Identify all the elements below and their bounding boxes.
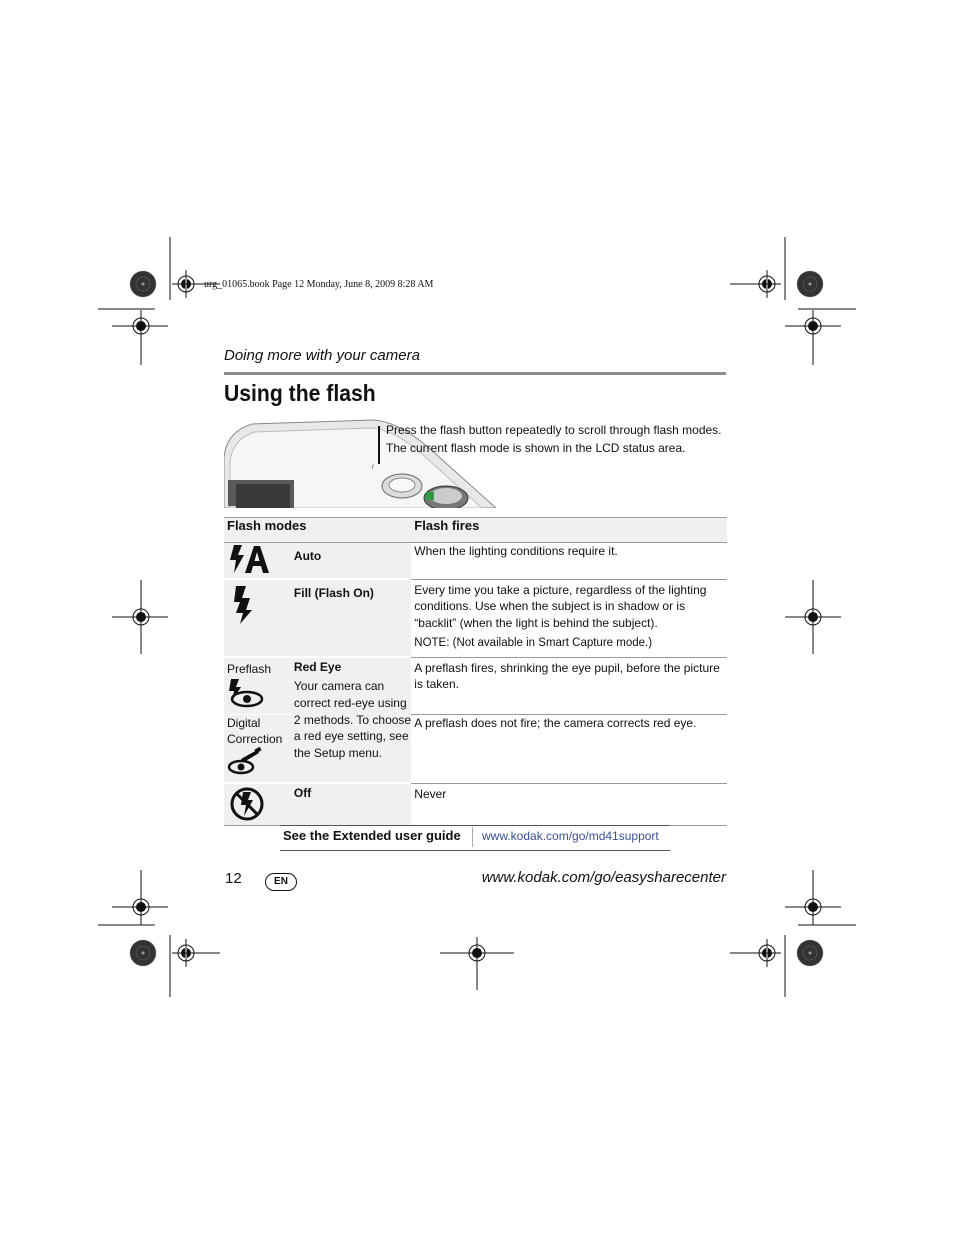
auto-fires-cell <box>411 543 727 580</box>
fires-digital: A preflash does not fire; the camera corrects red eye. <box>414 715 697 730</box>
redeye-digital-icon <box>227 747 267 777</box>
table-row-redeye-preflash <box>224 657 727 714</box>
header-flash-modes: Flash modes <box>224 518 411 543</box>
callout-pointer <box>378 426 380 464</box>
preflash-fires-cell <box>411 657 727 714</box>
fires-fill: Every time you take a picture, regardless of the lighting conditions. Use when the subject is in shadow or is “backlit” (when the light is behind the subject). <box>414 582 707 630</box>
preflash-label: Preflash <box>227 662 272 676</box>
flash-off-icon <box>230 786 268 822</box>
header-flash-fires: Flash fires <box>411 518 727 543</box>
flash-on-icon <box>230 584 260 624</box>
off-name-cell <box>292 783 411 826</box>
auto-icon-cell <box>224 543 292 580</box>
mode-name-auto: Auto <box>293 549 322 563</box>
flash-button-callout <box>386 421 726 457</box>
fill-name-cell <box>292 579 411 657</box>
mode-name-fill: Fill (Flash On) <box>293 586 374 600</box>
extended-guide-label: See the Extended user guide <box>283 828 461 843</box>
page-title: Using the flash <box>224 380 376 406</box>
preflash-cell <box>224 657 292 714</box>
fires-preflash: A preflash fires, shrinking the eye pupil, before the picture is taken. <box>414 660 720 691</box>
mode-name-redeye: Red Eye <box>293 660 342 674</box>
book-info: urg_01065.book Page 12 Monday, June 8, 2009 8:28 AM <box>204 279 434 290</box>
extended-guide-separator <box>472 827 473 847</box>
flash-auto-icon <box>228 543 274 575</box>
callout-line-2: The current flash mode is shown in the LCD status area. <box>386 441 686 455</box>
table-header-row <box>224 518 727 543</box>
language-badge: EN <box>265 873 297 891</box>
fill-note: NOTE: (Not available in Smart Capture mode.) <box>414 637 653 649</box>
table-row-auto <box>224 543 727 580</box>
fires-auto: When the lighting conditions require it. <box>414 544 618 558</box>
off-icon-cell <box>224 783 292 826</box>
mode-name-off: Off <box>293 786 312 800</box>
redeye-preflash-icon <box>227 677 267 709</box>
auto-name-cell <box>292 543 411 580</box>
digital-correction-label: Digital Correction <box>227 715 283 746</box>
table-row-fill <box>224 579 727 657</box>
digital-fires-cell <box>411 714 727 783</box>
footer-url[interactable]: www.kodak.com/go/easysharecenter <box>481 869 726 886</box>
redeye-description: Your camera can correct red-eye using 2 methods. To choose a red eye setting, see the Setup menu. <box>293 679 412 761</box>
fill-fires-cell <box>411 579 727 657</box>
page-number: 12 <box>225 870 242 887</box>
table-row-off <box>224 783 727 826</box>
off-fires-cell <box>411 783 727 826</box>
section-header: Doing more with your camera <box>224 347 420 364</box>
extended-guide-link[interactable]: www.kodak.com/go/md41support <box>482 829 659 843</box>
redeye-name-cell <box>292 657 411 783</box>
header-rule <box>224 372 726 375</box>
callout-line-1: Press the flash button repeatedly to scroll through flash modes. <box>386 423 722 437</box>
digital-cell <box>224 714 292 783</box>
fill-icon-cell <box>224 579 292 657</box>
fires-off: Never <box>414 786 447 801</box>
flash-modes-table <box>224 517 727 826</box>
